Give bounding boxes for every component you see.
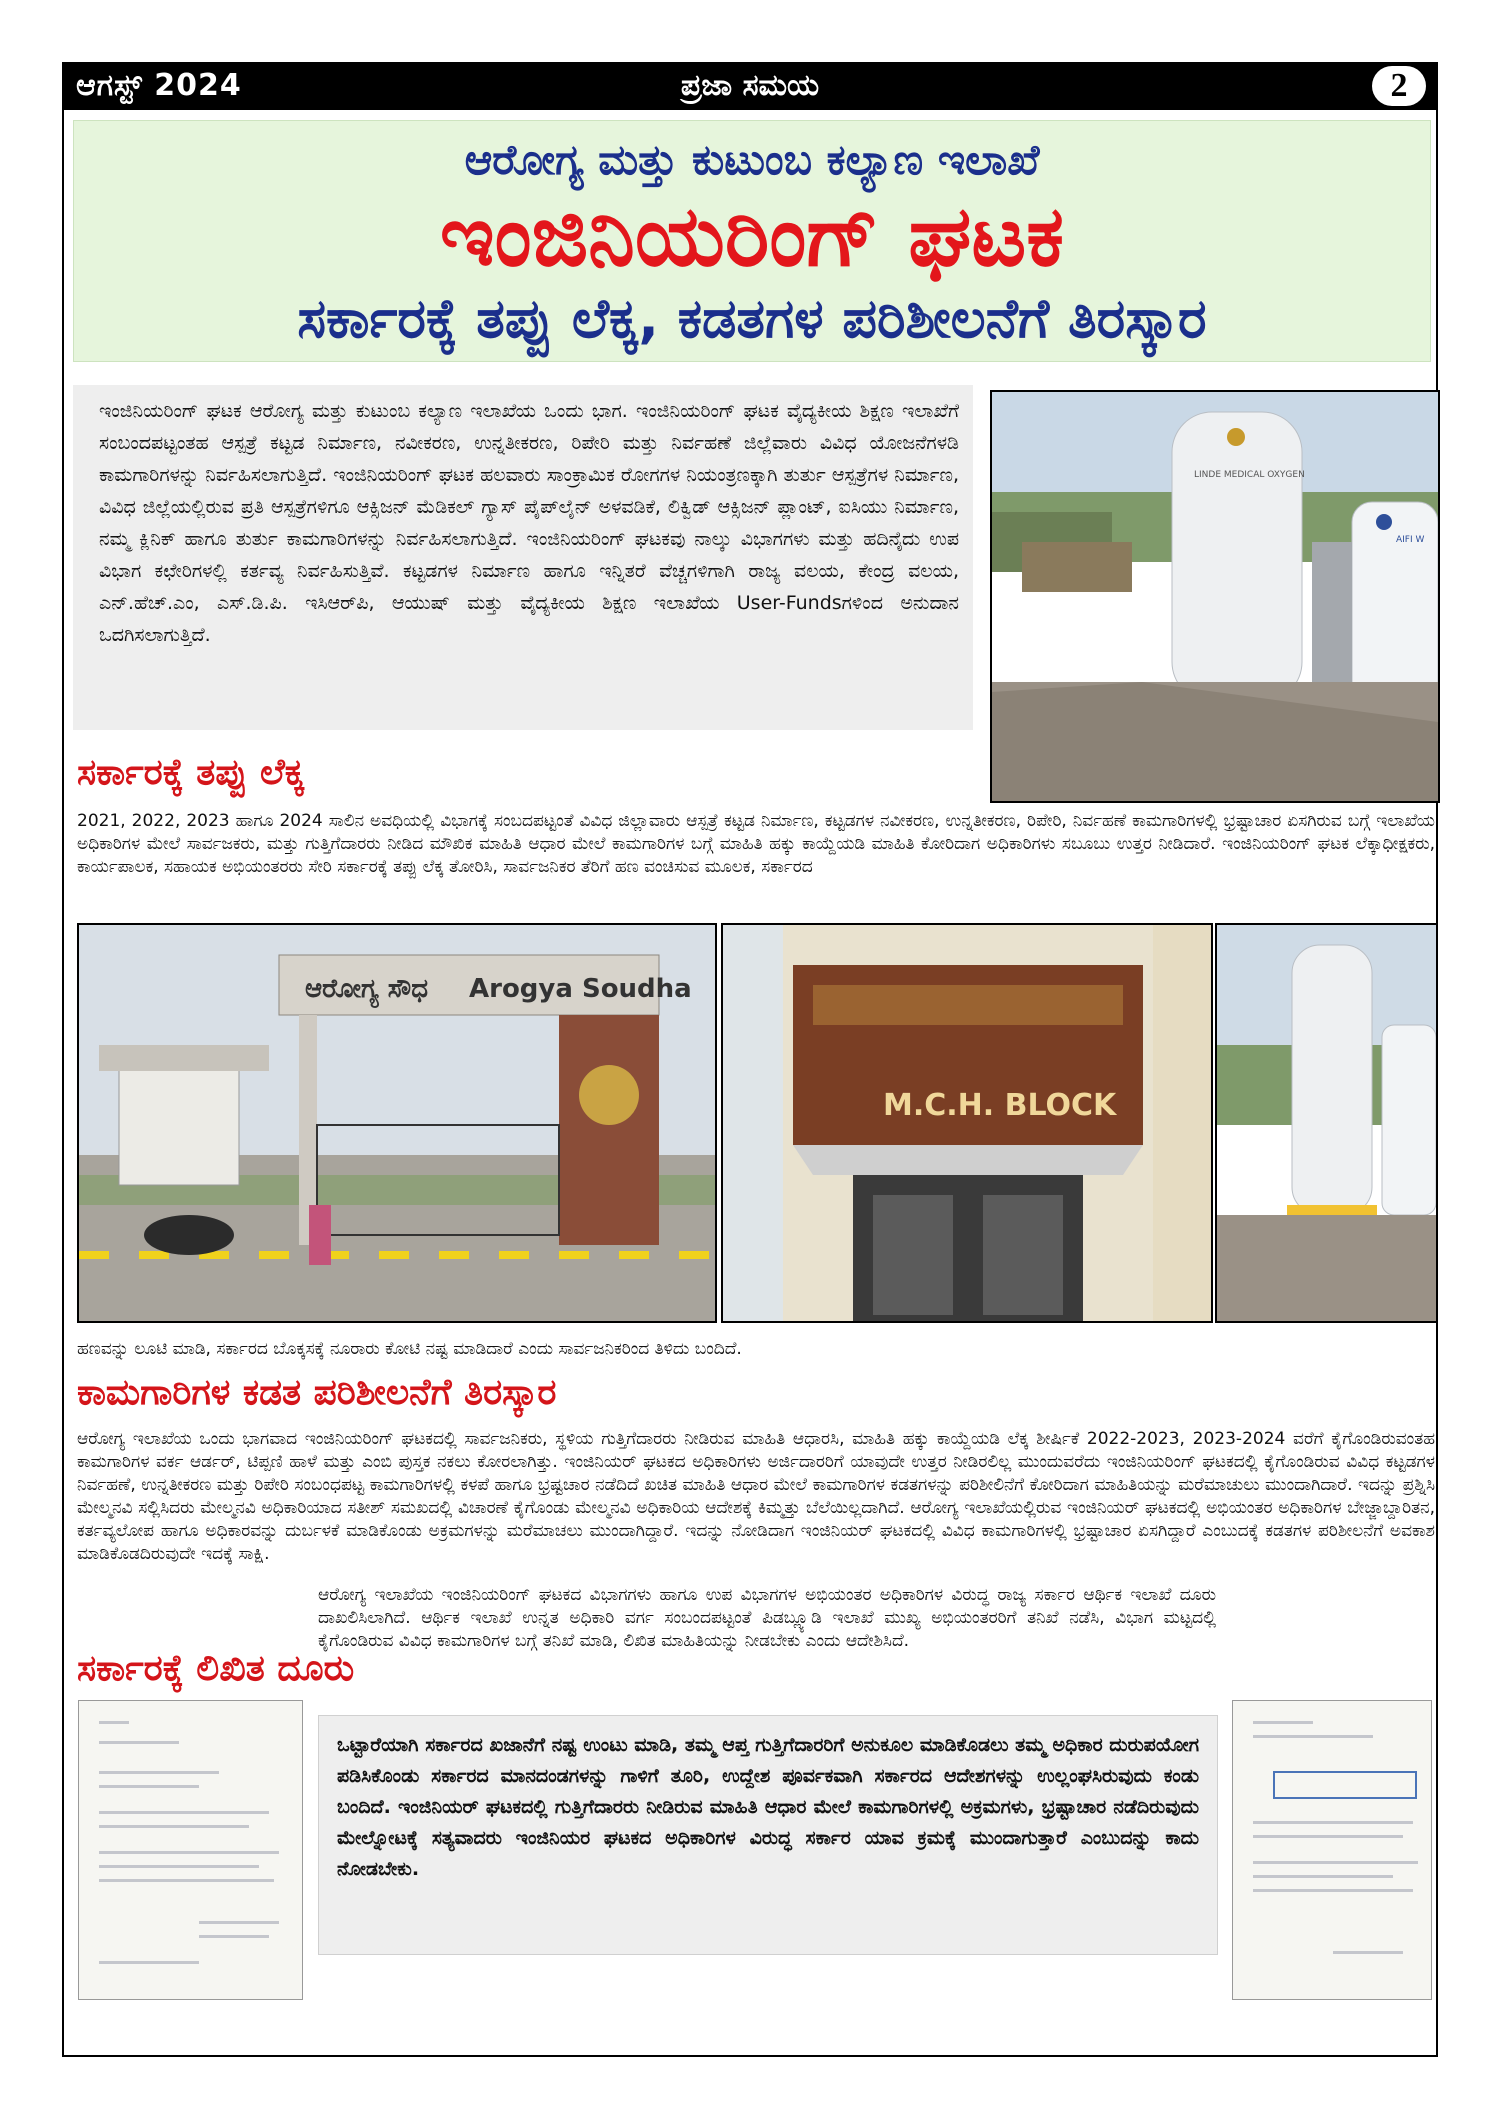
section-heading-wrong-accounts: ಸರ್ಕಾರಕ್ಕೆ ತಪ್ಪು ಲೆಕ್ಕ <box>77 752 305 793</box>
oxygen-plant-photo <box>990 390 1440 803</box>
masthead-bar <box>62 62 1438 110</box>
section1-paragraph: 2021, 2022, 2023 ಹಾಗೂ 2024 ಸಾಲಿನ ಅವಧಿಯಲ್ಲಿ ವಿಭಾಗಕ್ಕೆ ಸಂಬದಪಟ್ಟಂತೆ ವಿವಿಧ ಜಿಲ್ಲಾವಾರು ಆಸ್ಪತ್ರೆ ಕಟ್ಟಡ ನಿರ್ಮಾಣ, ಕಟ್ಟಡಗಳ ನವೀಕರಣ, ಉನ್ನತೀಕರಣ, ರಿಪೇರಿ, ನಿರ್ವಹಣೆ ಕಾಮಗಾರಿಗಳಲ್ಲಿ ಭ್ರಷ್ಟಾಚಾರ ಏಸಗಿರುವ ಬಗ್ಗೆ ಇಲಾಖೆಯ ಅಧಿಕಾರಿಗಳ ಮೇಲೆ ಸಾರ್ವಜಕರು, ಮತ್ತು ಗುತ್ತಿಗೆದಾರರು ನೀಡಿದ ಮೌಖಿಕ ಮಾಹಿತಿ ಆಧಾರ ಮೇಲೆ ಕಾಮಗಾರಿಗಳ ಬಗ್ಗೆ ಮಾಹಿತಿ ಹಕ್ಕು ಕಾಯ್ದೆಯಡಿ ಮಾಹಿತಿ ಕೋರಿದಾಗ ಅಧಿಕಾರಿಗಳು ಸಬೂಬು ಉತ್ತರ ನೀಡಿದಾರೆ. ಇಂಜಿನಿಯರಿಂಗ್ ಘಟಕ ಲೆಕ್ಕಾಧೀಕ್ಷಕರು, ಕಾರ್ಯಪಾಲಕ, ಸಹಾಯಕ ಅಭಿಯಂತರರು ಸೇರಿ ಸರ್ಕಾರಕ್ಕೆ ತಪ್ಪು ಲೆಕ್ಕ ತೋರಿಸಿ, ಸಾರ್ವಜನಿಕರ ತೆರಿಗೆ ಹಣ ವಂಚಿಸುವ ಮೂಲಕ, ಸರ್ಕಾರದ <box>77 811 1435 877</box>
headline-block <box>73 120 1431 362</box>
mch-block-image <box>723 925 1211 1321</box>
aifi-label: AIFI W <box>1396 535 1425 545</box>
page-number: 2 <box>1372 66 1426 106</box>
arch-sign-kannada: ಆರೋಗ್ಯ ಸೌಧ <box>305 974 429 1004</box>
summary-callout-text: ಒಟ್ಟಾರೆಯಾಗಿ ಸರ್ಕಾರದ ಖಜಾನೆಗೆ ನಷ್ಟ ಉಂಟು ಮಾಡಿ, ತಮ್ಮ ಆಪ್ತ ಗುತ್ತಿಗೆದಾರರಿಗೆ ಅನುಕೂಲ ಮಾಡಿಕೊಡಲು ತಮ್ಮ ಅಧಿಕಾರ ದುರುಪಯೋಗ ಪಡಿಸಿಕೊಂಡು ಸರ್ಕಾರದ ಮಾನದಂಡಗಳನ್ನು ಗಾಳಿಗೆ ತೂರಿ, ಉದ್ದೇಶ ಪೂರ್ವಕವಾಗಿ ಸರ್ಕಾರದ ಆದೇಶಗಳನ್ನು ಉಲ್ಲಂಘಸಿರುವುದು ಕಂಡು ಬಂದಿದೆ. ಇಂಜಿನಿಯರ್ ಘಟಕದಲ್ಲಿ ಗುತ್ತಿಗೆದಾರರು ನೀಡಿರುವ ಮಾಹಿತಿ ಆಧಾರ ಮೇಲೆ ಕಾಮಗಾರಿಗಳಲ್ಲಿ ಅಕ್ರಮಗಳು, ಭ್ರಷ್ಟಾಚಾರ ನಡೆದಿರುವುದು ಮೇಲ್ನೋಟಕ್ಕೆ ಸತ್ಯವಾದರು ಇಂಜಿನಿಯರ ಘಟಕದ ಅಧಿಕಾರಿಗಳ ವಿರುದ್ಧ ಸರ್ಕಾರ ಯಾವ ಕ್ರಮಕ್ಕೆ ಮುಂದಾಗುತ್ತಾರೆ ಎಂಬುದನ್ನು ಕಾದು ನೋಡಬೇಕು. <box>337 1734 1199 1880</box>
arogya-soudha-photo <box>77 923 717 1323</box>
section-heading-written-complaint: ಸರ್ಕಾರಕ್ಕೆ ಲಿಖಿತ ದೂರು <box>77 1648 355 1689</box>
oxygen-plant-image <box>992 392 1438 801</box>
intro-box <box>73 385 973 730</box>
section2-paragraph: ಆರೋಗ್ಯ ಇಲಾಖೆಯ ಒಂದು ಭಾಗವಾದ ಇಂಜಿನಿಯರಿಂಗ್ ಘಟಕದಲ್ಲಿ ಸಾರ್ವಜನಿಕರು, ಸ್ಥಳಿಯ ಗುತ್ತಿಗೆದಾರರು ನೀಡಿರುವ ಮಾಹಿತಿ ಆಧಾರಸಿ, ಮಾಹಿತಿ ಹಕ್ಕು ಕಾಯ್ದೆಯಡಿ ಲೆಕ್ಕ ಶೀರ್ಷಿಕೆ 2022-2023, 2023-2024 ವರೆಗೆ ಕೈಗೊಂಡಿರುವಂತಹ ಕಾಮಗಾರಿಗಳ ವರ್ಕ ಆರ್ಡರ್, ಟಿಪ್ಪಣಿ ಹಾಳೆ ಮತ್ತು ಎಂಬಿ ಪುಸ್ತಕ ನಕಲು ಕೋರಲಾಗಿತ್ತು. ಇಂಜಿನಿಯರ್ ಘಟಕದ ಅಧಿಕಾರಿಗಳು ಅರ್ಜಿದಾರರಿಗೆ ಯಾವುದೇ ಉತ್ತರ ನೀಡಿರಲಿಲ್ಲ ಮುಂದುವರೆದು ಇಂಜಿನಿಯರಿಂಗ್ ಘಟಕದಲ್ಲಿ ಕೈಗೊಂಡಿರುವ ವಿವಿಧ ಕಟ್ಟಡಗಳ ನಿರ್ವಹಣೆ, ಉನ್ನತೀಕರಣ ಮತ್ತು ರಿಪೇರಿ ಸಂಬಂಧಪಟ್ಟ ಕಾಮಗಾರಿಗಳಲ್ಲಿ ಕಳಪೆ ಹಾಗೂ ಭ್ರಷ್ಟಚಾರ ನಡೆದಿದೆ ಖಚಿತ ಮಾಹಿತಿ ಆಧಾರ ಮೇಲೆ ಕಾಮಗಾರಿಗಳ ಕಡತಗಳನ್ನು ಪರಿಶೀಲಿನೆಗೆ ಕೋರಿದಾಗ ಮಾಹಿತಿಯನ್ನು ಮರೆಮಾಚುಲು ಮುಂದಾಗಿದಾರೆ. ಇದನ್ನು ಪ್ರಶ್ನಿಸಿ ಮೇಲ್ಮನವಿ ಸಲ್ಲಿಸಿದರು ಮೇಲ್ಮನವಿ ಅಧಿಕಾರಿಯಾದ ಸತೀಶ್ ಸಮಖದಲ್ಲಿ ವಿಚಾರಣೆ ಕೈಗೊಂಡು ಮೇಲ್ಮನವಿ ಅಧಿಕಾರಿಯ ಆದೇಶಕ್ಕೆ ಕಿಮ್ಮತ್ತು ಬೆಲೆಯಿಲ್ಲದಾಗಿದೆ. ಆರೋಗ್ಯ ಇಲಾಖೆಯಲ್ಲಿರುವ ಇಂಜಿನಿಯರ್ ಘಟಕದಲ್ಲಿ ಅಭಿಯಂತರ ಅಧಿಕಾರಿಗಳ ಬೇಜ್ಜಾಬ್ದಾರಿತನ, ಕರ್ತವ್ಯಲೋಪ ಹಾಗೂ ಅಧಿಕಾರವನ್ನು ದುರ್ಬಳಕೆ ಮಾಡಿಕೊಂಡು ಅಕ್ರಮಗಳನ್ನು ಮರೆಮಾಚಲು ಮುಂದಾಗಿದ್ದಾರೆ. ಇದನ್ನು ನೋಡಿದಾಗ ಇಂಜಿನಿಯರ್ ಘಟಕದಲ್ಲಿ ವಿವಿಧ ಕಾಮಗಾರಿಗಳಲ್ಲಿ ಭ್ರಷ್ಟಾಚಾರ ಏಸಗಿದ್ದಾರೆ ಎಂಬುದಕ್ಕೆ ಕಡತಗಳ ಪರಿಶೀಲನೆಗೆ ಅವಕಾಶ ಮಾಡಿಕೊಡದಿರುವುದೇ ಇದಕ್ಕೆ ಸಾಕ್ಷಿ. <box>77 1429 1435 1564</box>
section1-continuation: ಹಣವನ್ನು ಲೂಟಿ ಮಾಡಿ, ಸರ್ಕಾರದ ಬೊಕ್ಕಸಕ್ಕೆ ನೂರಾರು ಕೋಟಿ ನಷ್ಟ ಮಾಡಿದಾರೆ ಎಂದು ಸಾರ್ವಜನಿಕರಿಂದ ತಿಳಿದು ಬಂದಿದೆ. <box>77 1339 742 1359</box>
intro-paragraph: ಇಂಜಿನಿಯರಿಂಗ್ ಘಟಕ ಆರೋಗ್ಯ ಮತ್ತು ಕುಟುಂಬ ಕಲ್ಯಾಣ ಇಲಾಖೆಯ ಒಂದು ಭಾಗ. ಇಂಜಿನಿಯರಿಂಗ್ ಘಟಕ ವೈದ್ಯಕೀಯ ಶಿಕ್ಷಣ ಇಲಾಖೆಗೆ ಸಂಬಂದಪಟ್ಟಂತಹ ಆಸ್ಪತ್ರೆ ಕಟ್ಟಡ ನಿರ್ಮಾಣ, ನವೀಕರಣ, ಉನ್ನತೀಕರಣ, ರಿಪೇರಿ ಮತ್ತು ನಿರ್ವಹಣೆ ಜಿಲ್ಲೆವಾರು ವಿವಿಧ ಯೋಜನೆಗಳಡಿ ಕಾಮಗಾರಿಗಳನ್ನು ನಿರ್ವಹಿಸಲಾಗುತ್ತಿದೆ. ಇಂಜಿನಿಯರಿಂಗ್ ಘಟಕ ಹಲವಾರು ಸಾಂಕ್ರಾಮಿಕ ರೋಗಗಳ ನಿಯಂತ್ರಣಕ್ಕಾಗಿ ತುರ್ತು ಆಸ್ಪತ್ರೆಗಳ ನಿರ್ಮಾಣ, ವಿವಿಧ ಜಿಲ್ಲೆಯಲ್ಲಿರುವ ಪ್ರತಿ ಆಸ್ಪತ್ರೆಗಳಿಗೂ ಆಕ್ಸಿಜನ್ ಮೆಡಿಕಲ್ ಗ್ಯಾಸ್ ಪೈಪ್‌ಲೈನ್ ಅಳವಡಿಕೆ, ಲಿಕ್ವಿಡ್ ಆಕ್ಸಿಜನ್ ಪ್ಲಾಂಟ್, ಐಸಿಯು ನಿರ್ಮಾಣ, ನಮ್ಮ ಕ್ಲಿನಿಕ್ ಹಾಗೂ ತುರ್ತು ಕಾಮಗಾರಿಗಳನ್ನು ನಿರ್ವಹಿಸಲಾಗುತ್ತಿದೆ. ಇಂಜಿನಿಯರಿಂಗ್ ಘಟಕವು ನಾಲ್ಕು ವಿಭಾಗಗಳು ಮತ್ತು ಹದಿನೈದು ಉಪ ವಿಭಾಗ ಕಛೇರಿಗಳಲ್ಲಿ ಕರ್ತವ್ಯ ನಿರ್ವಹಿಸುತ್ತಿವೆ. ಕಟ್ಟಡಗಳ ನಿರ್ಮಾಣ ಹಾಗೂ ಇನ್ನಿತರೆ ವೆಚ್ಚಗಳಿಗಾಗಿ ರಾಜ್ಯ ವಲಯ, ಕೇಂದ್ರ ವಲಯ, ಎನ್.ಹೆಚ್.ಎಂ, ಎಸ್.ಡಿ.ಪಿ. ಇಸಿಆರ್‌ಪಿ, ಆಯುಷ್ ಮತ್ತು ವೈದ್ಯಕೀಯ ಶಿಕ್ಷಣ ಇಲಾಖೆಯ User-Fundsಗಳಿಂದ ಅನುದಾನ ಒದಗಿಸಲಾಗುತ್ತಿದೆ. <box>99 400 959 646</box>
complaint-letter-scan-right <box>1232 1700 1432 2000</box>
arch-sign-english: Arogya Soudha <box>469 974 692 1004</box>
oxygen-tank-image-small <box>1217 925 1436 1321</box>
headline-sub: ಸರ್ಕಾರಕ್ಕೆ ತಪ್ಪು ಲೆಕ್ಕ, ಕಡತಗಳ ಪರಿಶೀಲನೆಗೆ ತಿರಸ್ಕಾರ <box>297 287 1207 350</box>
section-heading-file-inspection: ಕಾಮಗಾರಿಗಳ ಕಡತ ಪರಿಶೀಲನೆಗೆ ತಿರಸ್ಕಾರ <box>77 1372 557 1413</box>
oxygen-tank-photo-small <box>1215 923 1438 1323</box>
summary-callout <box>318 1715 1218 1955</box>
complaint-letter-scan-left <box>78 1700 303 2000</box>
mch-sign: M.C.H. BLOCK <box>883 1088 1117 1123</box>
mch-block-photo <box>721 923 1213 1323</box>
section3-paragraph: ಆರೋಗ್ಯ ಇಲಾಖೆಯ ಇಂಜಿನಿಯರಿಂಗ್ ಘಟಕದ ವಿಭಾಗಗಳು ಹಾಗೂ ಉಪ ವಿಭಾಗಗಳ ಅಭಿಯಂತರ ಅಧಿಕಾರಿಗಳ ವಿರುದ್ಧ ರಾಜ್ಯ ಸರ್ಕಾರ ಆರ್ಥಿಕ ಇಲಾಖೆ ದೂರು ದಾಖಲಿಸಿಲಾಗಿದೆ. ಆರ್ಥಿಕ ಇಲಾಖೆ ಉನ್ನತ ಅಧಿಕಾರಿ ವರ್ಗ ಸಂಬಂದಪಟ್ಟಂತೆ ಪಿಡಬ್ಲ್ಯೂಡಿ ಇಲಾಖೆ ಮುಖ್ಯ ಅಭಿಯಂತರರಿಗೆ ತನಿಖೆ ನಡೆಸಿ, ವಿಭಾಗ ಮಟ್ಟದಲ್ಲಿ ಕೈಗೊಂಡಿರುವ ವಿವಿಧ ಕಾಮಗಾರಿಗಳ ಬಗ್ಗೆ ತನಿಖೆ ಮಾಡಿ, ಲಿಖಿತ ಮಾಹಿತಿಯನ್ನು ನೀಡಬೇಕು ಎಂದು ಆದೇಶಿಸಿದೆ. <box>318 1585 1216 1651</box>
headline-department: ಆರೋಗ್ಯ ಮತ್ತು ಕುಟುಂಬ ಕಲ್ಯಾಣ ಇಲಾಖೆ <box>464 135 1040 184</box>
paper-name: ಪ್ರಜಾ ಸಮಯ <box>680 68 820 103</box>
issue-month: ಆಗಸ್ಟ್ 2024 <box>76 68 242 103</box>
tank-label: LINDE MEDICAL OXYGEN <box>1194 470 1305 480</box>
headline-main: ಇಂಜಿನಿಯರಿಂಗ್ ಘಟಕ <box>439 187 1065 285</box>
arogya-soudha-image <box>79 925 715 1321</box>
